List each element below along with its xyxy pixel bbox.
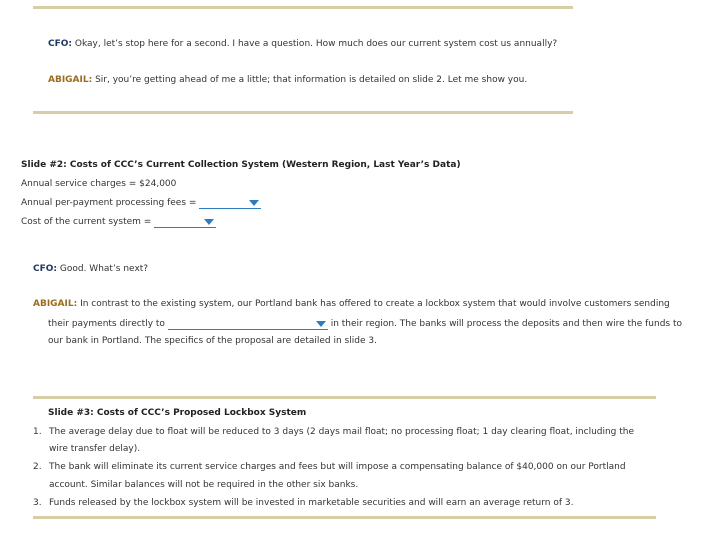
slide3-item-1	[33, 426, 634, 438]
slide3-top-divider	[33, 396, 656, 399]
lockbox-destination-dropdown[interactable]	[168, 317, 328, 330]
abigail-proposal-line2	[48, 317, 682, 330]
current-cost-label: Cost of the current system =	[21, 217, 152, 227]
item-number: 3.	[33, 498, 42, 508]
cfo-speaker-label: CFO:	[48, 39, 73, 49]
item-text: The bank will eliminate its current service charges and fees but will impose a compensating balance of $40,000 on our Portland	[49, 462, 626, 472]
abigail-speaker-label: ABIGAIL:	[48, 75, 93, 85]
service-charges-text: Annual service charges = $24,000	[21, 179, 177, 189]
slide3-item-2-cont: account. Similar balances will not be required in the other six banks.	[49, 480, 359, 490]
slide3-item-1-cont: wire transfer delay).	[49, 444, 141, 454]
processing-fees-dropdown[interactable]	[199, 196, 261, 209]
slide3-item-2	[33, 461, 626, 473]
slide2-title: Slide #2: Costs of CCC’s Current Collection System (Western Region, Last Year’s Data)	[21, 160, 461, 170]
abigail-proposal-line1	[33, 298, 670, 310]
top-divider	[33, 6, 573, 9]
processing-fees-row	[21, 196, 261, 209]
abigail-speaker-label: ABIGAIL:	[33, 299, 78, 309]
cfo-question-text: Okay, let’s stop here for a second. I have a question. How much does our current system cost us annually?	[72, 39, 558, 49]
item-text: The average delay due to float will be reduced to 3 days (2 days mail float; no processing float; 1 day clearing float, including the	[49, 427, 635, 437]
cfo-speaker-label: CFO:	[33, 264, 58, 274]
chevron-down-icon	[249, 200, 259, 206]
cfo-response-text: Good. What’s next?	[57, 264, 149, 274]
proposal-text-after: in their region. The banks will process the deposits and then wire the funds to	[330, 319, 682, 329]
slide3-bottom-divider	[33, 516, 656, 519]
current-cost-dropdown[interactable]	[154, 215, 216, 228]
slide3-title: Slide #3: Costs of CCC’s Proposed Lockbox System	[48, 408, 307, 418]
processing-fees-label: Annual per-payment processing fees =	[21, 198, 197, 208]
item-number: 1.	[33, 427, 42, 437]
dialogue-divider	[33, 111, 573, 114]
abigail-reply-text: Sir, you’re getting ahead of me a little; that information is detailed on slide 2. Let me show you.	[92, 75, 528, 85]
cfo-question	[48, 38, 557, 50]
item-text: Funds released by the lockbox system will be invested in marketable securities and will earn an average return of 3.	[49, 498, 574, 508]
abigail-proposal-text: In contrast to the existing system, our Portland bank has offered to create a lockbox system that would involve customers sending	[77, 299, 670, 309]
abigail-reply	[48, 74, 527, 86]
current-cost-row	[21, 215, 216, 228]
abigail-proposal-line3: our bank in Portland. The specifics of the proposal are detailed in slide 3.	[48, 336, 377, 346]
proposal-text-before: their payments directly to	[48, 319, 165, 329]
cfo-response	[33, 263, 148, 275]
slide3-item-3	[33, 497, 574, 509]
chevron-down-icon	[316, 321, 326, 327]
chevron-down-icon	[204, 219, 214, 225]
item-number: 2.	[33, 462, 42, 472]
